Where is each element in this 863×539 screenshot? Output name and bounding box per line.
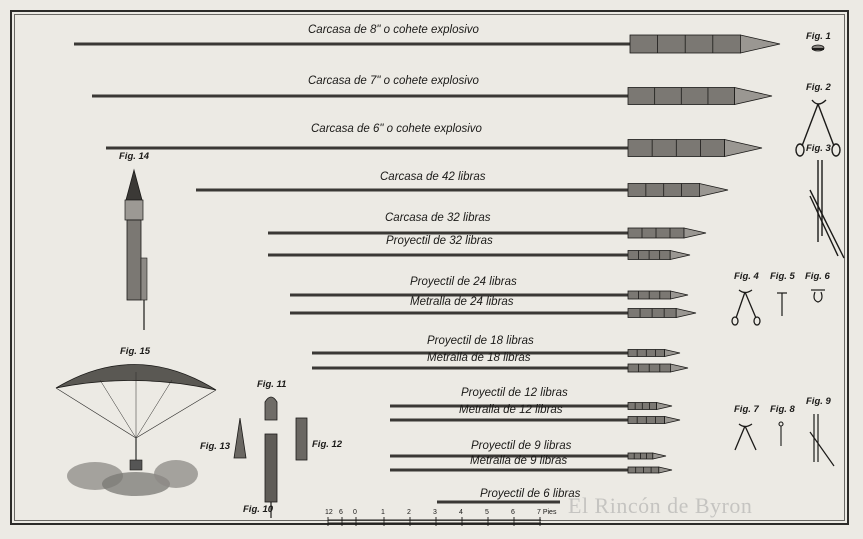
fig-7-label: Fig. 7 — [734, 404, 759, 415]
scale-tick-label: 1 — [381, 509, 385, 516]
fig-13-label: Fig. 13 — [200, 441, 231, 452]
fig-11-label: Fig. 11 — [257, 379, 287, 390]
rocket-nose — [659, 467, 672, 473]
rocket-stick — [92, 95, 628, 98]
rocket-nose — [684, 228, 706, 238]
rocket-nose — [725, 140, 762, 157]
rocket-stick — [437, 501, 560, 504]
rocket-stick — [312, 367, 628, 370]
rocket-p32 — [268, 251, 690, 260]
scale-tick-label: 0 — [353, 509, 357, 516]
fig-6-clip-drawing — [811, 290, 825, 302]
rocket-nose — [670, 251, 690, 260]
scale-ticks — [328, 517, 540, 526]
rocket-label-p12: Proyectil de 12 libras — [461, 387, 568, 399]
fig-5-pin-drawing — [777, 293, 787, 316]
fig-13-cone-drawing — [234, 418, 246, 458]
rocket-label-m24: Metralla de 24 libras — [410, 296, 514, 308]
rocket-stick — [390, 419, 628, 422]
rocket-label-c42: Carcasa de 42 libras — [380, 171, 486, 183]
rocket-c42 — [196, 184, 728, 197]
rocket-nose — [665, 350, 680, 357]
fig-15-parachute-drawing — [56, 364, 216, 496]
rocket-label-c6: Carcasa de 6" o cohete explosivo — [311, 123, 482, 135]
scale-tick-label: 6 — [511, 509, 515, 516]
rocket-stick — [106, 147, 628, 150]
fig-12-label: Fig. 12 — [312, 439, 343, 450]
rocket-nose — [657, 403, 672, 410]
rocket-nose — [676, 309, 696, 318]
rocket-m12 — [390, 417, 680, 424]
fig-15-label: Fig. 15 — [120, 346, 151, 357]
fig-4-tongs-drawing — [732, 290, 760, 325]
rocket-layer — [74, 35, 780, 504]
rocket-stick — [390, 469, 628, 472]
rocket-p6 — [437, 501, 560, 504]
watermark: El Rincón de Byron — [568, 493, 753, 518]
scale-tick-label: 3 — [433, 509, 437, 516]
fig-4-label: Fig. 4 — [734, 271, 759, 282]
fig-14-rocket-drawing — [125, 170, 147, 330]
rocket-label-p6: Proyectil de 6 libras — [480, 488, 581, 500]
rocket-stick — [196, 189, 628, 192]
rocket-c6 — [106, 140, 762, 157]
rocket-label-m12: Metralla de 12 libras — [459, 404, 563, 416]
scale-tick-label: 7 Pies — [537, 509, 557, 516]
rocket-stick — [74, 43, 630, 46]
rocket-label-m18: Metralla de 18 libras — [427, 352, 531, 364]
rocket-nose — [670, 291, 688, 299]
rocket-label-p18: Proyectil de 18 libras — [427, 335, 534, 347]
fig-10-11-cylinder-drawing — [265, 397, 277, 518]
rocket-nose — [665, 417, 680, 424]
rocket-label-p24: Proyectil de 24 libras — [410, 276, 517, 288]
scale-tick-label: 5 — [485, 509, 489, 516]
rocket-label-c7: Carcasa de 7" o cohete explosivo — [308, 75, 479, 87]
fig-1-cap-drawing — [812, 45, 824, 51]
fig-2-label: Fig. 2 — [806, 82, 831, 93]
scale-tick-label: 6 — [339, 509, 343, 516]
fig-1-label: Fig. 1 — [806, 31, 831, 42]
rocket-c7 — [92, 88, 772, 105]
rocket-label-c32: Carcasa de 32 libras — [385, 212, 491, 224]
fig-10-label: Fig. 10 — [243, 504, 274, 515]
rocket-label-c8: Carcasa de 8" o cohete explosivo — [308, 24, 479, 36]
fig-5-label: Fig. 5 — [770, 271, 795, 282]
rocket-nose — [740, 35, 780, 53]
scale-tick-label: 4 — [459, 509, 463, 516]
rocket-label-p32: Proyectil de 32 libras — [386, 235, 493, 247]
rocket-c8 — [74, 35, 780, 53]
rocket-m24 — [290, 309, 696, 318]
fig-9-label: Fig. 9 — [806, 396, 831, 407]
rocket-nose — [653, 453, 666, 459]
rocket-label-m9: Metralla de 9 libras — [470, 455, 568, 467]
scale-bar — [328, 517, 541, 526]
fig-12-cylinder-drawing — [296, 418, 307, 460]
scale-tick-label: 2 — [407, 509, 411, 516]
fig-3-rod-drawing — [810, 160, 844, 258]
rocket-nose — [735, 88, 772, 105]
rocket-nose — [699, 184, 728, 197]
rocket-stick — [268, 254, 628, 257]
fig-3-label: Fig. 3 — [806, 143, 831, 154]
rocket-stick — [290, 312, 628, 315]
fig-14-label: Fig. 14 — [119, 151, 150, 162]
rocket-m9 — [390, 467, 672, 473]
fig-9-rod-drawing — [810, 414, 834, 466]
fig-6-label: Fig. 6 — [805, 271, 830, 282]
rocket-nose — [670, 364, 688, 372]
fig-8-pin-drawing — [779, 422, 783, 446]
rocket-m18 — [312, 364, 688, 372]
rocket-label-p9: Proyectil de 9 libras — [471, 440, 572, 452]
scale-tick-label: 12 — [325, 509, 333, 516]
fig-7-tongs-drawing — [735, 424, 756, 450]
fig-8-label: Fig. 8 — [770, 404, 795, 415]
